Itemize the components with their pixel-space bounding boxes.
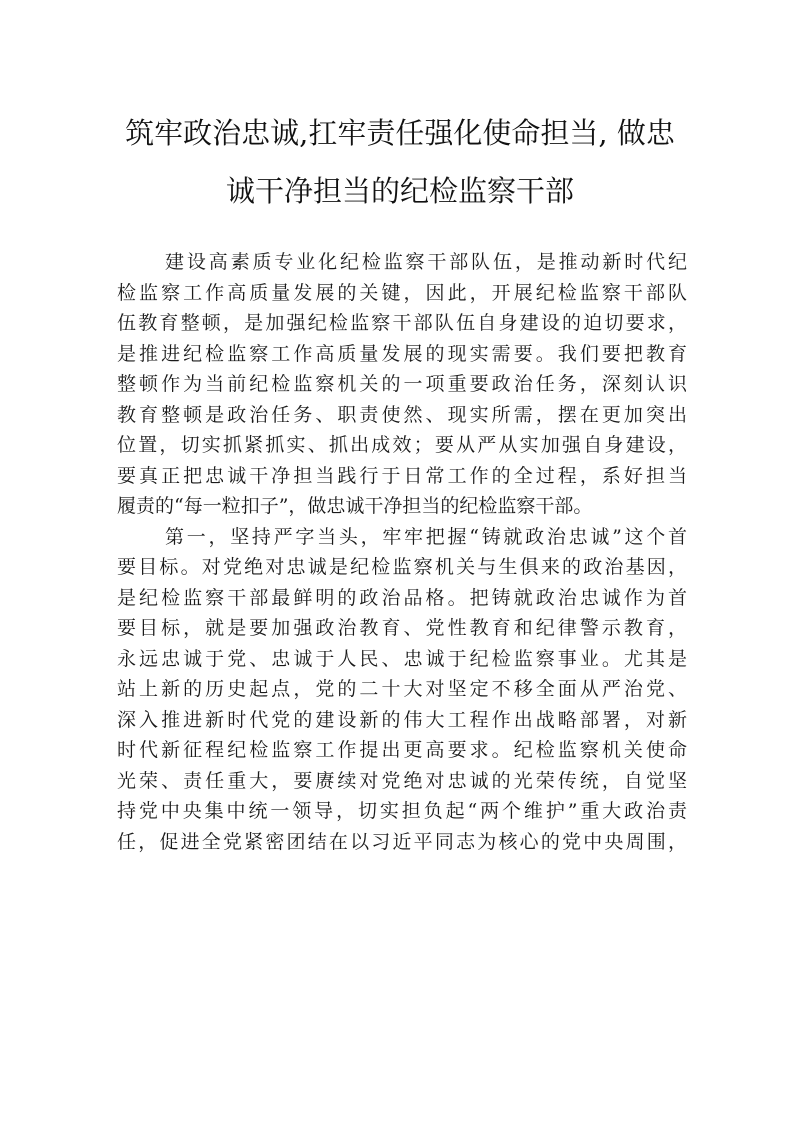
text-line: 站上新的历史起点，党的二十大对坚定不移全面从严治党、	[117, 678, 687, 700]
document-title	[100, 104, 700, 220]
text-line: 要目标。对党绝对忠诚是纪检监察机关与生俱来的政治基因，	[117, 556, 687, 578]
text-line: 要目标，就是要加强政治教育、党性教育和纪律警示教育，	[117, 617, 687, 639]
text-line: 履责的“每一粒扣子”，做忠诚干净担当的纪检监察干部。	[117, 495, 593, 517]
text-line: 永远忠诚于党、忠诚于人民、忠诚于纪检监察事业。尤其是	[117, 647, 687, 670]
paragraph-1	[117, 247, 687, 522]
text-line: 时代新征程纪检监察工作提出更高要求。纪检监察机关使命	[117, 739, 687, 761]
text-line: 任，促进全党紧密团结在以习近平同志为核心的党中央周围，	[117, 830, 687, 853]
text-line: 位置，切实抓紧抓实、抓出成效；要从严从实加强自身建设，	[117, 434, 687, 456]
text-line: 整顿作为当前纪检监察机关的一项重要政治任务，深刻认识	[117, 373, 687, 395]
text-line: 要真正把忠诚干净担当践行于日常工作的全过程，系好担当	[117, 464, 687, 487]
paragraph-2	[117, 522, 687, 858]
text-line: 深入推进新时代党的建设新的伟大工程作出战略部署，对新	[117, 708, 687, 731]
text-line: 教育整顿是政治任务、职责使然、现实所需，摆在更加突出	[117, 403, 687, 426]
text-line: 持党中央集中统一领导，切实担负起“两个维护”重大政治责	[117, 800, 687, 822]
text-line: 伍教育整顿，是加强纪检监察干部队伍自身建设的迫切要求，	[117, 312, 687, 334]
text-line: 检监察工作高质量发展的关键，因此，开展纪检监察干部队	[117, 281, 687, 304]
text-line: 是纪检监察干部最鲜明的政治品格。把铸就政治忠诚作为首	[117, 586, 687, 609]
title-line: 诚干净担当的纪检监察干部	[225, 174, 574, 208]
title-line: 筑牢政治忠诚,扛牢责任强化使命担当, 做忠	[125, 116, 675, 150]
text-line: 是推进纪检监察工作高质量发展的现实需要。我们要把教育	[117, 342, 687, 365]
text-line: 建设高素质专业化纪检监察干部队伍，是推动新时代纪	[165, 251, 687, 273]
text-line: 第一，坚持严字当头，牢牢把握“铸就政治忠诚”这个首	[165, 525, 687, 548]
text-line: 光荣、责任重大，要赓续对党绝对忠诚的光荣传统，自觉坚	[117, 769, 687, 792]
document-body	[117, 247, 687, 857]
